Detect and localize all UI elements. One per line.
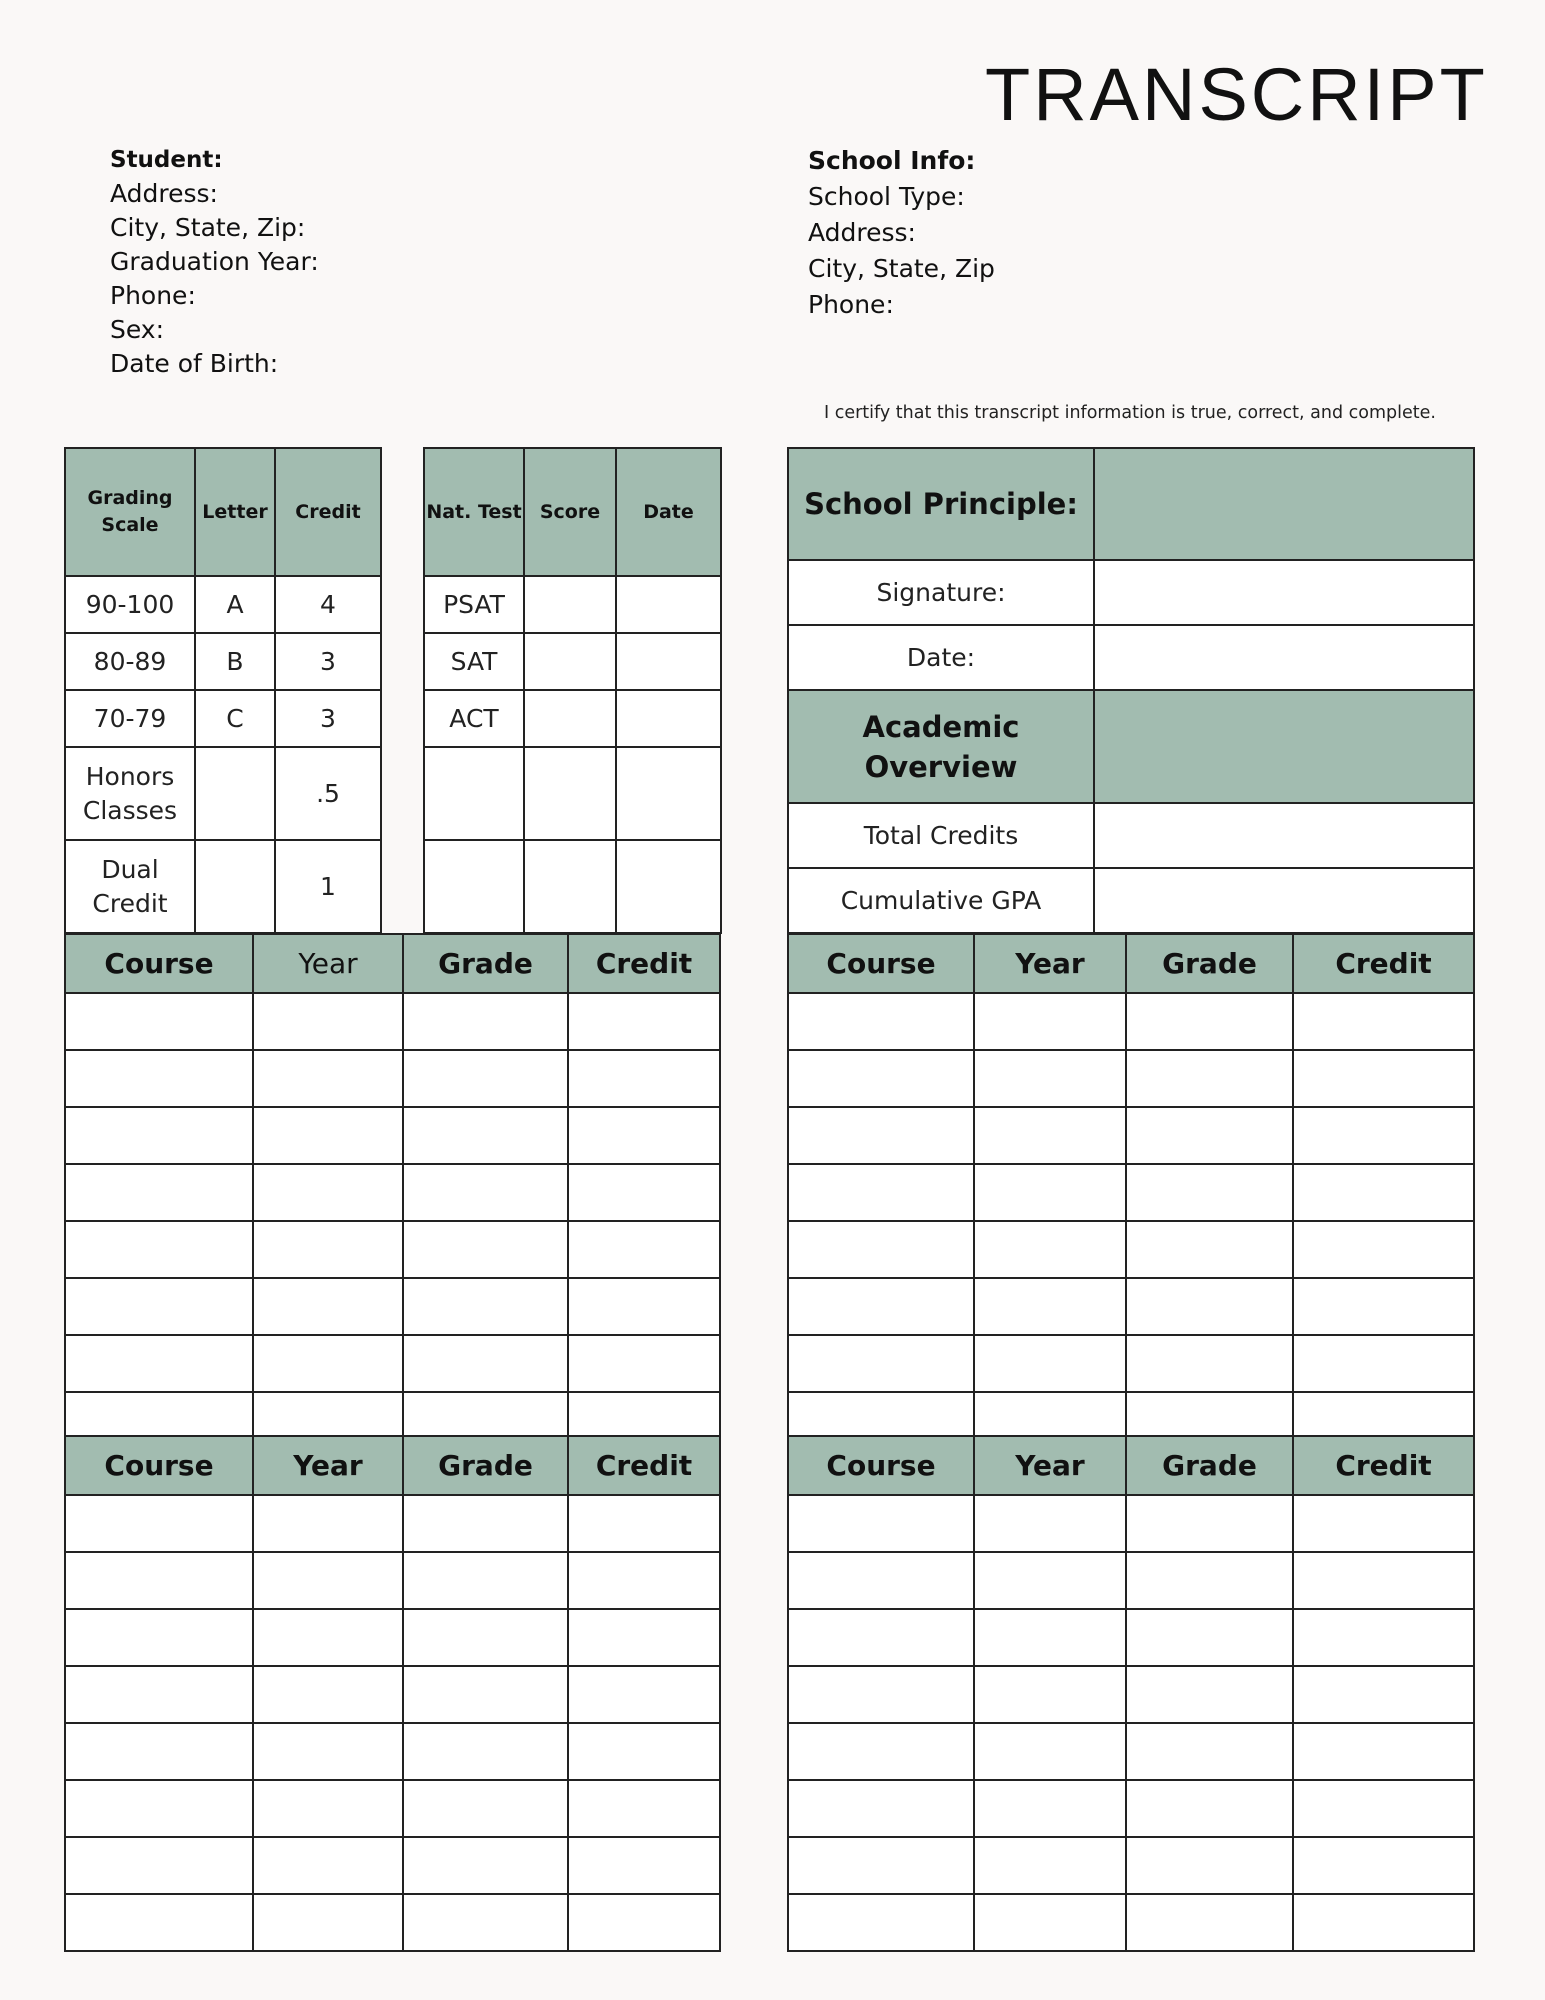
year-cell — [253, 1107, 403, 1164]
year-cell — [253, 1050, 403, 1107]
table-row — [65, 1278, 720, 1335]
school-principle-label: School Principle: — [788, 448, 1094, 560]
grade-cell — [403, 1335, 568, 1392]
grading-cell: .5 — [275, 747, 381, 840]
year-cell — [253, 1278, 403, 1335]
nat-test-header: Nat. Test — [424, 448, 524, 576]
grade-cell — [1126, 1335, 1293, 1392]
course-cell — [65, 1837, 253, 1894]
test-score-cell — [524, 633, 616, 690]
school-address-label: Address: — [808, 218, 916, 247]
course-cell — [65, 1666, 253, 1723]
year-header: Year — [974, 934, 1126, 993]
school-info — [808, 143, 995, 323]
year-cell — [974, 993, 1126, 1050]
credit-cell — [568, 1723, 720, 1780]
credit-cell — [1293, 1335, 1474, 1392]
table-row — [788, 1107, 1474, 1164]
course-header-row — [788, 1436, 1474, 1495]
national-test-table — [423, 447, 722, 934]
test-cell: ACT — [424, 690, 524, 747]
year-header: Year — [974, 1436, 1126, 1495]
school-heading: School Info: — [808, 146, 976, 175]
course-cell — [788, 1107, 974, 1164]
test-date-cell — [616, 840, 721, 933]
table-row — [65, 1723, 720, 1780]
cumulative-gpa-value — [1094, 868, 1474, 933]
course-header: Course — [65, 934, 253, 993]
grade-cell — [403, 1050, 568, 1107]
table-row — [788, 1392, 1474, 1439]
grade-cell — [1126, 1837, 1293, 1894]
course-cell — [788, 1666, 974, 1723]
year-cell — [974, 1780, 1126, 1837]
credit-cell — [568, 1050, 720, 1107]
grading-scale-header: Grading Scale — [65, 448, 195, 576]
principal-table — [787, 447, 1475, 934]
grading-cell — [195, 747, 275, 840]
credit-cell — [1293, 1164, 1474, 1221]
grade-header: Grade — [403, 934, 568, 993]
credit-cell — [568, 993, 720, 1050]
grading-cell: 1 — [275, 840, 381, 933]
credit-cell — [1293, 1609, 1474, 1666]
year-cell — [253, 1164, 403, 1221]
academic-overview-value — [1094, 690, 1474, 803]
credit-cell — [568, 1278, 720, 1335]
course-header: Course — [788, 934, 974, 993]
course-header-row — [788, 934, 1474, 993]
table-row — [65, 1666, 720, 1723]
grade-cell — [1126, 1495, 1293, 1552]
school-type-label: School Type: — [808, 182, 965, 211]
credit-cell — [1293, 1552, 1474, 1609]
year-cell — [974, 1894, 1126, 1951]
test-cell — [424, 840, 524, 933]
credit-header: Credit — [568, 1436, 720, 1495]
credit-cell — [1293, 1278, 1474, 1335]
grade-cell — [1126, 1392, 1293, 1439]
grading-cell: Dual Credit — [65, 840, 195, 933]
test-cell: PSAT — [424, 576, 524, 633]
grade-cell — [1126, 1552, 1293, 1609]
school-city-label: City, State, Zip — [808, 254, 995, 283]
grade-cell — [403, 1278, 568, 1335]
test-date-cell — [616, 576, 721, 633]
course-cell — [65, 1609, 253, 1666]
test-date-cell — [616, 633, 721, 690]
course-cell — [788, 1164, 974, 1221]
credit-cell — [568, 1335, 720, 1392]
course-cell — [788, 1495, 974, 1552]
year-cell — [253, 1609, 403, 1666]
test-score-cell — [524, 840, 616, 933]
year-cell — [974, 1552, 1126, 1609]
grade-cell — [403, 1164, 568, 1221]
year-cell — [253, 993, 403, 1050]
year-cell — [974, 1278, 1126, 1335]
course-header: Course — [788, 1436, 974, 1495]
course-cell — [65, 1392, 253, 1439]
table-row — [788, 1894, 1474, 1951]
course-cell — [788, 993, 974, 1050]
credit-header: Credit — [1293, 1436, 1474, 1495]
table-row — [788, 993, 1474, 1050]
year-cell — [253, 1894, 403, 1951]
total-credits-label: Total Credits — [788, 803, 1094, 868]
letter-header: Letter — [195, 448, 275, 576]
cumulative-gpa-label: Cumulative GPA — [788, 868, 1094, 933]
table-row — [788, 1723, 1474, 1780]
year-cell — [974, 1164, 1126, 1221]
table-row — [65, 1780, 720, 1837]
test-cell — [424, 747, 524, 840]
year-cell — [974, 1392, 1126, 1439]
year-cell — [974, 1221, 1126, 1278]
grade-cell — [403, 1780, 568, 1837]
credit-cell — [568, 1552, 720, 1609]
year-cell — [253, 1666, 403, 1723]
signature-label: Signature: — [788, 560, 1094, 625]
credit-cell — [1293, 1107, 1474, 1164]
course-cell — [65, 1278, 253, 1335]
grade-cell — [403, 1221, 568, 1278]
course-cell — [788, 1552, 974, 1609]
year-cell — [253, 1723, 403, 1780]
credit-cell — [568, 1221, 720, 1278]
grade-cell — [403, 1837, 568, 1894]
year-cell — [974, 1723, 1126, 1780]
table-row — [788, 1278, 1474, 1335]
credit-header: Credit — [275, 448, 381, 576]
course-cell — [65, 993, 253, 1050]
course-cell — [788, 1392, 974, 1439]
student-dob-label: Date of Birth: — [110, 349, 279, 378]
grade-cell — [403, 993, 568, 1050]
course-cell — [65, 1552, 253, 1609]
credit-cell — [1293, 1221, 1474, 1278]
student-heading: Student: — [110, 147, 223, 173]
table-row — [65, 1107, 720, 1164]
grade-header: Grade — [1126, 934, 1293, 993]
student-sex-label: Sex: — [110, 315, 165, 344]
year-header: Year — [253, 1436, 403, 1495]
course-cell — [788, 1894, 974, 1951]
year-cell — [974, 1050, 1126, 1107]
grade-cell — [403, 1552, 568, 1609]
credit-header: Credit — [568, 934, 720, 993]
grading-cell: B — [195, 633, 275, 690]
credit-cell — [1293, 993, 1474, 1050]
grade-cell — [1126, 1666, 1293, 1723]
year-cell — [253, 1495, 403, 1552]
credit-cell — [1293, 1837, 1474, 1894]
year-cell — [974, 1495, 1126, 1552]
grade-cell — [1126, 1107, 1293, 1164]
student-phone-label: Phone: — [110, 281, 196, 310]
table-row — [788, 1335, 1474, 1392]
course-cell — [65, 1221, 253, 1278]
course-cell — [65, 1780, 253, 1837]
score-header: Score — [524, 448, 616, 576]
year-cell — [253, 1221, 403, 1278]
table-row — [788, 1837, 1474, 1894]
credit-cell — [568, 1609, 720, 1666]
year-cell — [974, 1335, 1126, 1392]
year-cell — [974, 1666, 1126, 1723]
table-row — [65, 1335, 720, 1392]
test-score-cell — [524, 576, 616, 633]
grading-cell: 4 — [275, 576, 381, 633]
credit-cell — [1293, 1723, 1474, 1780]
credit-cell — [568, 1164, 720, 1221]
course-table-top-right — [787, 933, 1475, 1440]
course-cell — [65, 1107, 253, 1164]
table-row — [788, 1050, 1474, 1107]
grade-cell — [403, 1495, 568, 1552]
grading-cell: A — [195, 576, 275, 633]
year-cell — [974, 1107, 1126, 1164]
credit-cell — [1293, 1780, 1474, 1837]
student-city-label: City, State, Zip: — [110, 213, 306, 242]
credit-cell — [1293, 1495, 1474, 1552]
credit-cell — [568, 1392, 720, 1439]
table-row — [65, 993, 720, 1050]
grade-cell — [1126, 1164, 1293, 1221]
credit-cell — [568, 1894, 720, 1951]
credit-cell — [1293, 1392, 1474, 1439]
course-cell — [65, 1164, 253, 1221]
course-cell — [788, 1723, 974, 1780]
test-date-cell — [616, 690, 721, 747]
credit-cell — [568, 1780, 720, 1837]
grading-cell — [195, 840, 275, 933]
credit-cell — [1293, 1894, 1474, 1951]
grade-cell — [1126, 1050, 1293, 1107]
grade-header: Grade — [403, 1436, 568, 1495]
credit-cell — [568, 1666, 720, 1723]
grade-cell — [1126, 1221, 1293, 1278]
course-table-bottom-right — [787, 1435, 1475, 1952]
test-date-cell — [616, 747, 721, 840]
table-row — [65, 1164, 720, 1221]
course-cell — [65, 1495, 253, 1552]
table-row — [788, 1780, 1474, 1837]
table-row — [65, 1552, 720, 1609]
course-cell — [788, 1050, 974, 1107]
grade-cell — [403, 1723, 568, 1780]
certification-text: I certify that this transcript information is true, correct, and complete. — [824, 403, 1436, 423]
year-cell — [253, 1780, 403, 1837]
table-row — [788, 1552, 1474, 1609]
grade-cell — [1126, 1609, 1293, 1666]
course-header-row — [65, 1436, 720, 1495]
credit-cell — [568, 1837, 720, 1894]
credit-header: Credit — [1293, 934, 1474, 993]
table-row — [65, 1894, 720, 1951]
table-row — [788, 1609, 1474, 1666]
course-cell — [788, 1837, 974, 1894]
course-cell — [788, 1221, 974, 1278]
table-row — [788, 1666, 1474, 1723]
school-principle-value — [1094, 448, 1474, 560]
table-row — [65, 1609, 720, 1666]
school-phone-label: Phone: — [808, 290, 894, 319]
grade-cell — [403, 1666, 568, 1723]
course-cell — [788, 1609, 974, 1666]
grade-cell — [403, 1107, 568, 1164]
course-cell — [65, 1723, 253, 1780]
academic-overview-label: Academic Overview — [788, 690, 1094, 803]
grade-cell — [1126, 1723, 1293, 1780]
course-cell — [788, 1780, 974, 1837]
credit-cell — [1293, 1666, 1474, 1723]
grade-cell — [1126, 1278, 1293, 1335]
grading-cell: 3 — [275, 690, 381, 747]
page-title: TRANSCRIPT — [985, 53, 1488, 136]
table-row — [65, 1050, 720, 1107]
grading-cell: 80-89 — [65, 633, 195, 690]
grading-cell: C — [195, 690, 275, 747]
year-cell — [253, 1552, 403, 1609]
course-header-row — [65, 934, 720, 993]
course-table-bottom-left — [64, 1435, 721, 1952]
grading-cell: Honors Classes — [65, 747, 195, 840]
table-row — [65, 1221, 720, 1278]
credit-cell — [1293, 1050, 1474, 1107]
course-table-top-left — [64, 933, 721, 1440]
date-value — [1094, 625, 1474, 690]
course-header: Course — [65, 1436, 253, 1495]
date-label: Date: — [788, 625, 1094, 690]
table-row — [788, 1164, 1474, 1221]
grade-cell — [1126, 1780, 1293, 1837]
date-header: Date — [616, 448, 721, 576]
test-cell: SAT — [424, 633, 524, 690]
grade-cell — [403, 1894, 568, 1951]
grade-header: Grade — [1126, 1436, 1293, 1495]
course-cell — [65, 1894, 253, 1951]
year-cell — [253, 1392, 403, 1439]
table-row — [65, 1392, 720, 1439]
course-cell — [65, 1050, 253, 1107]
total-credits-value — [1094, 803, 1474, 868]
credit-cell — [568, 1495, 720, 1552]
student-address-label: Address: — [110, 179, 218, 208]
grading-cell: 3 — [275, 633, 381, 690]
course-cell — [788, 1335, 974, 1392]
year-cell — [974, 1837, 1126, 1894]
test-score-cell — [524, 747, 616, 840]
credit-cell — [568, 1107, 720, 1164]
grading-cell: 90-100 — [65, 576, 195, 633]
student-info — [110, 143, 319, 381]
grade-cell — [403, 1392, 568, 1439]
grade-cell — [403, 1609, 568, 1666]
year-cell — [253, 1837, 403, 1894]
table-row — [65, 1837, 720, 1894]
test-score-cell — [524, 690, 616, 747]
course-cell — [65, 1335, 253, 1392]
table-row — [788, 1495, 1474, 1552]
grading-cell: 70-79 — [65, 690, 195, 747]
table-row — [788, 1221, 1474, 1278]
grade-cell — [1126, 993, 1293, 1050]
year-header: Year — [253, 934, 403, 993]
grading-scale-table — [64, 447, 382, 934]
signature-value — [1094, 560, 1474, 625]
year-cell — [253, 1335, 403, 1392]
course-cell — [788, 1278, 974, 1335]
table-row — [65, 1495, 720, 1552]
year-cell — [974, 1609, 1126, 1666]
student-graduation-label: Graduation Year: — [110, 247, 319, 276]
grade-cell — [1126, 1894, 1293, 1951]
